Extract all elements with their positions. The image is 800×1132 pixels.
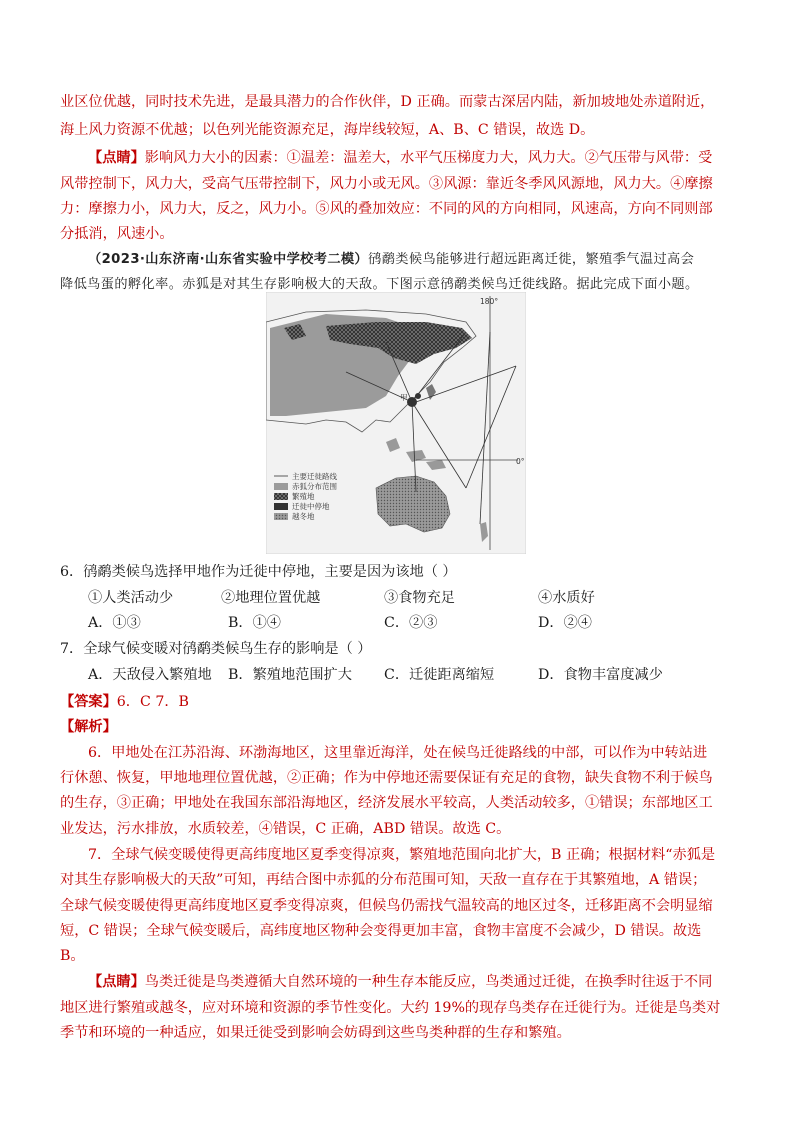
legend-item: 越冬地: [292, 512, 315, 521]
q6-choice: A．①③: [88, 615, 141, 631]
explanation-line: 7．全球气候变暖使得更高纬度地区夏季变得凉爽，繁殖地范围向北扩大，B 正确；根据材料“赤狐是: [88, 847, 716, 863]
q6-item: ③食物充足: [384, 590, 455, 606]
text-line: 业区位优越，同时技术先进，是最具潜力的合作伙伴，D 正确。而蒙古深居内陆，新加坡地处赤道附近，: [60, 94, 715, 110]
q7-choice: A．天敌侵入繁殖地: [88, 667, 212, 683]
material-text: 鸻鹬类候鸟能够进行超远距离迁徙，繁殖季气温过高会: [368, 252, 695, 267]
q7-choice: C．迁徙距离缩短: [384, 667, 495, 683]
analysis-tag: 【解析】: [60, 719, 117, 735]
question-6-stem: 6．鸻鹬类候鸟选择甲地作为迁徙中停地，主要是因为该地（ ）: [60, 564, 457, 580]
q6-choice: C．②③: [384, 615, 438, 631]
question-7-stem: 7．全球气候变暖对鸻鹬类候鸟生存的影响是（ ）: [60, 641, 372, 657]
place-label: 甲: [400, 393, 408, 402]
legend-item: 主要迁徙路线: [292, 472, 337, 481]
material-source: （2023·山东济南·山东省实验中学校考二模）: [88, 252, 369, 267]
legend-item: 赤狐分布范围: [292, 482, 337, 491]
migration-map: [266, 292, 526, 554]
explanation-line: 6．甲地处在江苏沿海、环渤海地区，这里靠近海洋，处在候鸟迁徙路线的中部，可以作为中转站进: [88, 745, 708, 761]
tip-line: [88, 148, 750, 168]
q7-choice: B．繁殖地范围扩大: [228, 667, 352, 683]
tip-line: 地区进行繁殖或越冬，应对环境和资源的季节性变化。大约 19%的现存鸟类存在迁徙行为。迁徙是鸟类对: [60, 1000, 721, 1016]
q6-choice: B．①④: [228, 615, 281, 631]
text-line: 海上风力资源不优越；以色列光能资源充足，海岸线较短，A、B、C 错误，故选 D。: [60, 122, 595, 138]
tip-line: 力：摩擦力小，风力大，反之，风力小。⑤风的叠加效应：不同的风的方向相同，风速高，方向不同则部: [60, 201, 713, 217]
q6-item: ②地理位置优越: [221, 590, 321, 606]
tip-text: 影响风力大小的因素：①温差：温差大，水平气压梯度力大，风力大。②气压带与风带：受: [144, 150, 713, 166]
q6-item: ①人类活动少: [88, 590, 174, 606]
material-line: 降低鸟蛋的孵化率。赤狐是对其生存影响极大的天敌。下图示意鸻鹬类候鸟迁徙线路。据此完成下面小题。: [60, 277, 699, 292]
legend-item: 繁殖地: [292, 492, 315, 501]
explanation-line: 业发达，污水排放，水质较差，④错误，C 正确，ABD 错误。故选 C。: [60, 821, 511, 837]
q6-item: ④水质好: [538, 590, 595, 606]
tip-tag: 【点睛】: [88, 974, 145, 990]
q7-choice: D．食物丰富度减少: [538, 667, 663, 683]
legend-item: 迁徙中停地: [292, 502, 330, 511]
tip-line: 风带控制下，风力大，受高气压带控制下，风力小或无风。③风源：靠近冬季风风源地，风力大。④摩擦: [60, 176, 713, 192]
tip-line: 季节和环境的一种适应，如果迁徙受到影响会妨碍到这些鸟类种群的生存和繁殖。: [60, 1025, 571, 1041]
tip-text: 鸟类迁徙是鸟类遵循大自然环境的一种生存本能反应，鸟类通过迁徙，在换季时往返于不同: [144, 974, 713, 990]
equator-label: 0°: [516, 457, 525, 466]
explanation-line: 全球气候变暖使得更高纬度地区夏季变得凉爽，但候鸟仍需找气温较高的地区过冬，迁移距离不会明显缩: [60, 898, 713, 914]
tip-line: [88, 972, 750, 992]
answer-tag: 【答案】: [60, 694, 117, 710]
explanation-line: 的生存，③正确；甲地处在我国东部沿海地区，经济发展水平较高，人类活动较多，①错误；东部地区工: [60, 795, 713, 811]
migration-map-svg: [266, 292, 526, 554]
tip-tag: 【点睛】: [88, 150, 145, 166]
explanation-line: 对其生存影响极大的天敌”可知，再结合图中赤狐的分布范围可知，天敌一直存在于其繁殖地，A 错误；: [60, 872, 707, 888]
lon-label: 180°: [480, 297, 499, 306]
answer-text: 6．C 7．B: [116, 694, 189, 710]
q6-choice: D．②④: [538, 615, 592, 631]
material-line: [88, 250, 750, 270]
explanation-line: 行休憩、恢复，甲地地理位置优越，②正确；作为中停地还需要保证有充足的食物，缺失食物不利于候鸟: [60, 770, 713, 786]
explanation-line: 短，C 错误；全球气候变暖后，高纬度地区物种会变得更加丰富，食物丰富度不会减少，D 错误。故选: [60, 923, 702, 939]
explanation-line: B。: [60, 948, 85, 964]
answer-line: [60, 692, 750, 712]
tip-line: 分抵消，风速小。: [60, 226, 174, 242]
